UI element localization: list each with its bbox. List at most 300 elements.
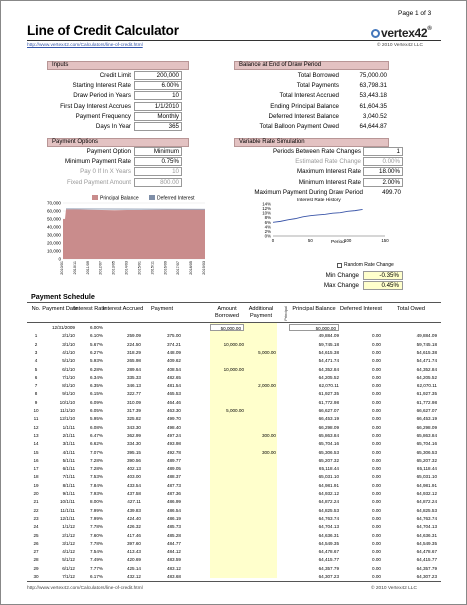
schedule-cell: 66,453.19 xyxy=(416,416,437,422)
schedule-cell: 5/1/11 xyxy=(62,457,75,463)
schedule-cell: 7.93% xyxy=(89,491,103,496)
schedule-cell: 7.07% xyxy=(89,449,103,455)
schedule-cell[interactable]: 5,000.00 xyxy=(226,408,244,413)
schedule-cell: 5/1/12 xyxy=(62,557,75,563)
schedule-cell: 66,453.19 xyxy=(318,416,339,422)
schedule-cell: 343.30 xyxy=(126,424,141,430)
schedule-column-header: Total Owed xyxy=(397,306,425,312)
schedule-cell[interactable]: 10,000.00 xyxy=(223,366,244,372)
schedule-cell: 4/1/11 xyxy=(62,449,75,455)
schedule-cell: 49,884.09 xyxy=(318,333,339,339)
schedule-cell[interactable]: 300.00 xyxy=(261,432,276,438)
schedule-cell: 6/1/12 xyxy=(62,565,75,571)
page-title: Line of Credit Calculator xyxy=(27,23,179,38)
input-field[interactable]: Monthly xyxy=(134,112,182,121)
schedule-cell: 65,207.32 xyxy=(416,457,437,463)
schedule-cell: 318.29 xyxy=(126,349,141,355)
schedule-cell: 65,118.44 xyxy=(318,466,339,472)
input-label: Payment Frequency xyxy=(75,112,131,120)
legend-deferred-label: Deferred Interest xyxy=(157,195,195,202)
schedule-cell: 7 xyxy=(34,383,38,389)
schedule-cell: 6.17% xyxy=(89,574,103,579)
schedule-column-header: Deferred Interest xyxy=(340,306,382,312)
schedule-cell: 483.12 xyxy=(166,565,181,571)
schedule-cell: 488.37 xyxy=(166,474,181,480)
rate-chart-y-axis xyxy=(262,202,385,239)
schedule-cell: 2/1/11 xyxy=(62,432,75,438)
schedule-cell: 486.54 xyxy=(166,507,181,513)
schedule-cell: 28 xyxy=(33,557,39,563)
schedule-cell: 0.00 xyxy=(372,557,381,563)
input-label: First Day Interest Accrues xyxy=(60,102,131,110)
rate-y-tick: 6% xyxy=(264,219,271,225)
schedule-cell[interactable]: 50,000.00 xyxy=(210,324,244,331)
schedule-column-header: Interest Accrued xyxy=(102,306,144,312)
schedule-cell: 7.99% xyxy=(89,507,103,513)
max-change-input[interactable]: 0.45% xyxy=(363,281,403,290)
schedule-cell: 64,478.67 xyxy=(416,549,437,555)
schedule-cell: 487.73 xyxy=(166,482,181,488)
schedule-cell: 7/1/12 xyxy=(62,574,75,579)
schedule-cell: 408.54 xyxy=(166,366,181,372)
schedule-cell: 0.00 xyxy=(372,466,381,472)
schedule-cell: 390.56 xyxy=(126,457,141,463)
schedule-cell: 0.00 xyxy=(372,391,381,397)
balance-x-tick: 2019/03 xyxy=(202,261,206,275)
schedule-cell: 61,772.98 xyxy=(318,399,339,405)
schedule-cell: 426.32 xyxy=(126,524,141,530)
balance-chart-plot xyxy=(63,209,205,259)
schedule-cell: 65,031.10 xyxy=(416,474,437,480)
schedule-cell: 22 xyxy=(33,507,39,513)
variable-rate-label: Maximum Payment During Draw Period xyxy=(254,188,363,196)
payment-option-label: Fixed Payment Amount xyxy=(67,178,131,186)
schedule-cell: 4/1/10 xyxy=(62,349,75,355)
schedule-cell: 23 xyxy=(33,515,39,521)
schedule-cell: 66,627.07 xyxy=(318,408,339,413)
schedule-cell: 433.54 xyxy=(126,482,141,488)
schedule-cell: 61,927.35 xyxy=(416,391,437,397)
schedule-cell: 403.00 xyxy=(126,474,141,480)
page-number: Page 1 of 3 xyxy=(398,10,432,17)
balance-value: 75,000.00 xyxy=(359,72,387,79)
variable-rate-field[interactable]: 1 xyxy=(363,147,403,156)
schedule-cell: 6.05% xyxy=(89,408,103,413)
rate-y-tick: 14% xyxy=(262,201,271,207)
schedule-cell: 10/1/10 xyxy=(59,399,75,405)
schedule-cell: 5.67% xyxy=(89,341,103,347)
schedule-cell: 12/31/2009 xyxy=(52,325,75,330)
schedule-column-header: Amount Borrowed xyxy=(215,306,239,319)
schedule-cell: 224.50 xyxy=(126,341,141,347)
schedule-cell: 64,932.12 xyxy=(318,491,339,496)
schedule-cell: 64,763.74 xyxy=(416,515,437,521)
schedule-cell[interactable]: 5,000.00 xyxy=(258,349,276,355)
schedule-cell: 497.24 xyxy=(166,432,181,438)
schedule-cell: 64,872.24 xyxy=(318,499,339,505)
vertex42-logo xyxy=(371,26,431,40)
rate-chart-plot xyxy=(273,209,363,222)
schedule-cell: 64,872.24 xyxy=(416,499,437,505)
schedule-cell: 310.09 xyxy=(126,399,141,405)
payment-option-field[interactable]: Minimum xyxy=(134,147,182,156)
schedule-top-rule xyxy=(27,302,441,303)
schedule-title: Payment Schedule xyxy=(31,292,95,301)
balance-value: 63,798.31 xyxy=(359,82,387,90)
variable-rate-label: Estimated Rate Change xyxy=(295,158,361,166)
balance-x-tick: 2014/03 xyxy=(124,261,129,275)
schedule-cell: 489.05 xyxy=(166,466,181,472)
schedule-cell: 3 xyxy=(34,349,38,355)
balance-label: Total Borrowed xyxy=(297,72,339,79)
balance-x-tick: 2016/09 xyxy=(163,261,168,275)
schedule-column-header: Additional Payment xyxy=(248,306,274,319)
schedule-cell: 0.00 xyxy=(372,333,381,339)
schedule-header-rule xyxy=(27,322,441,323)
rate-y-tick: 10% xyxy=(262,210,271,216)
schedule-cell: 317.39 xyxy=(126,408,141,413)
balance-y-tick: 60,000 xyxy=(46,208,61,214)
schedule-cell: 64,357.79 xyxy=(318,565,339,571)
schedule-cell: 486.19 xyxy=(166,515,181,521)
payment-option-field[interactable]: 800.00 xyxy=(134,178,182,187)
schedule-cell: 492.78 xyxy=(166,449,181,455)
schedule-cell: 64,352.84 xyxy=(318,366,339,372)
schedule-cell: 8 xyxy=(34,391,38,397)
schedule-cell: 66,298.09 xyxy=(416,424,437,430)
schedule-column-header: Payment xyxy=(150,306,174,312)
schedule-cell: 6.15% xyxy=(89,391,103,397)
schedule-cell: 30 xyxy=(33,574,39,579)
random-rate-label: Random Rate Change xyxy=(344,262,394,268)
schedule-cell: 64,763.74 xyxy=(318,515,339,521)
schedule-cell: 6/1/10 xyxy=(62,366,75,372)
random-rate-checkbox[interactable] xyxy=(337,263,342,268)
schedule-cell: 420.69 xyxy=(126,557,141,563)
schedule-cell: 64,478.67 xyxy=(318,549,339,555)
schedule-cell: 5 xyxy=(34,366,38,372)
schedule-cell: 54,471.74 xyxy=(416,358,437,364)
variable-rate-field[interactable]: 0.00% xyxy=(363,157,403,166)
schedule-cell: 65,118.44 xyxy=(416,466,437,472)
schedule-cell: 11/1/11 xyxy=(60,507,75,513)
input-field[interactable]: 1/1/2010 xyxy=(134,102,182,111)
schedule-cell: 19 xyxy=(33,482,39,488)
schedule-cell: 402.13 xyxy=(126,466,141,472)
schedule-cell: 0.00 xyxy=(372,532,381,538)
schedule-cell: 4/1/12 xyxy=(62,549,75,555)
schedule-cell: 29 xyxy=(33,565,39,571)
schedule-cell: 485.28 xyxy=(166,532,181,538)
schedule-cell: 432.12 xyxy=(126,574,141,579)
schedule-cell: 6.09% xyxy=(89,399,103,405)
header-copyright: © 2010 Vertex42 LLC xyxy=(377,43,423,48)
schedule-cell: 9/1/10 xyxy=(62,391,75,397)
header-url-link[interactable]: http://www.vertex42.com/Calculators/line-of-credit.html xyxy=(27,43,143,48)
balance-label: Ending Principal Balance xyxy=(270,102,339,110)
payment-option-field[interactable]: 0.75% xyxy=(134,157,182,166)
schedule-cell: 397.60 xyxy=(126,540,141,546)
balance-x-tick: 2010/11 xyxy=(72,261,77,275)
schedule-cell: 64,636.31 xyxy=(318,532,339,538)
schedule-cell: 7.28% xyxy=(89,457,103,463)
schedule-cell: 463.30 xyxy=(166,408,181,413)
legend-principal-label: Principal Balance xyxy=(100,195,139,202)
balance-y-tick: 40,000 xyxy=(46,224,61,230)
schedule-cell: 64,981.91 xyxy=(318,482,339,488)
balance-y-tick: 0 xyxy=(58,256,61,262)
schedule-cell: 0.00 xyxy=(372,408,381,413)
variable-rate-field[interactable]: 18.00% xyxy=(363,167,403,176)
balance-y-tick: 10,000 xyxy=(46,248,61,254)
schedule-cell: 0.00 xyxy=(372,441,381,447)
schedule-cell: 64,357.79 xyxy=(416,565,437,571)
payment-option-label: Payment Option xyxy=(86,148,131,155)
schedule-cell: 54,615.38 xyxy=(416,349,437,355)
schedule-cell: 1/1/12 xyxy=(62,524,75,530)
schedule-cell: 6.27% xyxy=(89,349,103,355)
schedule-cell: 64,205.52 xyxy=(416,374,437,380)
schedule-cell: 7/1/10 xyxy=(62,374,75,380)
schedule-cell: 64,549.35 xyxy=(416,540,437,546)
schedule-cell: 498.40 xyxy=(166,424,181,430)
schedule-cell: 65,207.32 xyxy=(318,457,339,463)
schedule-column-header: Interest Rate xyxy=(73,306,107,312)
schedule-cell: 65,863.84 xyxy=(318,432,339,438)
schedule-cell: 65,031.10 xyxy=(318,474,339,480)
schedule-cell: 6.28% xyxy=(89,366,103,372)
schedule-cell: 0.00 xyxy=(372,507,381,513)
schedule-cell: 499.70 xyxy=(166,416,181,422)
schedule-cell: 484.77 xyxy=(166,540,181,546)
rate-chart-xlabel: Period xyxy=(331,240,345,245)
max-change-label: Max Change xyxy=(323,282,359,289)
schedule-cell: 6/1/11 xyxy=(62,466,75,472)
schedule-cell: 65,863.84 xyxy=(416,432,437,438)
schedule-cell: 18 xyxy=(33,474,39,480)
schedule-cell: 5/1/10 xyxy=(62,358,75,364)
schedule-cell: 64,981.91 xyxy=(416,482,437,488)
schedule-cell[interactable]: 300.00 xyxy=(261,449,276,455)
balance-x-tick: 2015/01 xyxy=(137,261,142,275)
payment-option-label: Minimum Payment Rate xyxy=(64,158,131,166)
schedule-cell: 0.00 xyxy=(372,358,381,364)
schedule-cell: 7.78% xyxy=(89,524,103,530)
input-label: Credit Limit xyxy=(99,72,131,79)
payment-options-header: Payment Options xyxy=(47,138,189,147)
balance-x-tick: 2012/07 xyxy=(98,261,103,275)
schedule-cell: 489.77 xyxy=(166,457,181,463)
balance-section-header: Balance at End of Draw Period xyxy=(234,61,389,70)
schedule-cell: 65,704.16 xyxy=(416,441,437,447)
schedule-cell: 464.46 xyxy=(166,399,181,405)
schedule-cell: 24 xyxy=(33,524,39,530)
balance-y-tick: 50,000 xyxy=(46,216,61,222)
schedule-cell: 2/1/12 xyxy=(62,532,75,538)
schedule-cell: 54,471.74 xyxy=(318,358,339,364)
schedule-cell: 427.11 xyxy=(127,499,141,505)
schedule-cell: 49,884.09 xyxy=(416,333,437,339)
schedule-cell: 64,307.23 xyxy=(318,574,339,579)
schedule-cell: 481.54 xyxy=(166,383,181,389)
schedule-cell: 66,627.07 xyxy=(416,408,437,413)
schedule-cell: 21 xyxy=(33,499,39,505)
legend-principal-swatch xyxy=(92,195,98,200)
schedule-cell: 6.35% xyxy=(89,383,103,389)
schedule-cell: 362.99 xyxy=(126,432,141,438)
rate-y-tick: 12% xyxy=(262,206,271,212)
balance-label: Total Balloon Payment Owed xyxy=(259,123,339,130)
schedule-cell[interactable]: 10,000.00 xyxy=(223,341,244,347)
schedule-cell: 8/1/10 xyxy=(62,383,75,389)
balance-y-tick: 20,000 xyxy=(46,240,61,246)
input-field[interactable]: 365 xyxy=(134,122,182,131)
schedule-cell: 7/1/11 xyxy=(62,474,75,480)
schedule-cell: 3/1/12 xyxy=(62,540,75,546)
schedule-cell: 483.68 xyxy=(166,574,181,579)
balance-label: Total Payments xyxy=(296,82,339,90)
schedule-cell: 483.59 xyxy=(166,557,181,563)
schedule-cell: 5.95% xyxy=(89,416,103,422)
schedule-cell: 0.00 xyxy=(372,432,381,438)
schedule-cell: 2 xyxy=(34,341,38,347)
variable-rate-field[interactable]: 2.00% xyxy=(363,178,403,187)
rate-y-tick: 0% xyxy=(264,233,271,239)
schedule-cell: 7.78% xyxy=(89,540,103,546)
schedule-cell: 6.34% xyxy=(89,374,103,380)
schedule-cell: 0.00 xyxy=(372,491,381,496)
schedule-cell: 2/1/10 xyxy=(62,333,75,339)
balance-x-tick: 2018/05 xyxy=(189,261,194,275)
schedule-cell: 465.53 xyxy=(166,391,181,397)
payment-option-label: Pay 0 If In X Years xyxy=(80,168,131,176)
schedule-cell: 7.99% xyxy=(89,515,103,521)
schedule-cell: 3/1/11 xyxy=(62,441,75,447)
logo-text: vertex42 xyxy=(381,26,428,40)
schedule-cell: 0.00 xyxy=(372,366,381,372)
schedule-cell: 0.00 xyxy=(372,540,381,546)
balance-value: 64,644.87 xyxy=(359,123,387,130)
schedule-cell: 16 xyxy=(33,457,39,463)
schedule-cell: 0.00 xyxy=(372,515,381,521)
interest-rate-chart xyxy=(259,194,389,262)
rate-y-tick: 2% xyxy=(264,228,271,234)
schedule-cell: 12 xyxy=(33,424,39,430)
schedule-cell: 335.33 xyxy=(126,374,141,380)
schedule-cell: 12/1/11 xyxy=(60,515,75,521)
schedule-cell: 409.62 xyxy=(166,358,181,364)
schedule-cell: 322.77 xyxy=(126,391,141,397)
payment-option-field[interactable]: 10 xyxy=(134,167,182,176)
schedule-cell: 9/1/11 xyxy=(62,491,75,496)
schedule-cell: 413.43 xyxy=(126,549,141,555)
schedule-cell: 6 xyxy=(34,374,38,380)
schedule-column-header: Principal Balance xyxy=(292,306,336,312)
schedule-cell: 65,306.53 xyxy=(318,449,339,455)
schedule-cell: 448.09 xyxy=(166,349,181,355)
rate-y-tick: 8% xyxy=(264,215,271,221)
input-field[interactable]: 10 xyxy=(134,91,182,100)
schedule-cell: 0.00 xyxy=(372,474,381,480)
schedule-cell: 64,704.13 xyxy=(416,524,437,530)
schedule-cell[interactable]: 2,000.00 xyxy=(258,383,276,389)
balance-y-tick: 30,000 xyxy=(46,232,61,238)
balance-y-tick: 70,000 xyxy=(46,200,61,206)
schedule-cell: 62,070.11 xyxy=(416,383,437,389)
rate-y-tick: 4% xyxy=(264,224,271,230)
input-label: Starting Interest Rate xyxy=(72,82,131,90)
schedule-cell: 334.30 xyxy=(126,441,141,447)
schedule-cell: 0.00 xyxy=(372,341,381,347)
schedule-cell: 64,825.53 xyxy=(318,507,339,513)
input-field[interactable]: 200,000 xyxy=(134,71,182,80)
legend-deferred-swatch xyxy=(149,195,155,200)
schedule-cell: 0.00 xyxy=(372,424,381,430)
balance-x-tick: 2013/05 xyxy=(111,261,116,275)
schedule-cell: 7.49% xyxy=(89,557,103,563)
schedule-cell: 374.21 xyxy=(166,341,181,347)
schedule-cell: 0.00 xyxy=(372,383,381,389)
schedule-cell: 7.54% xyxy=(89,549,103,555)
footer-rule xyxy=(27,581,441,582)
variable-rate-label: Periods Between Rate Changes xyxy=(272,148,361,155)
schedule-cell: 64,636.31 xyxy=(416,532,437,538)
schedule-cell: 3/1/10 xyxy=(62,341,75,347)
schedule-cell: 59,745.18 xyxy=(416,341,437,347)
schedule-cell: 0.00 xyxy=(372,524,381,530)
schedule-cell: 10 xyxy=(33,408,39,413)
schedule-cell: 61,927.35 xyxy=(318,391,339,397)
footer-url-link[interactable]: http://www.vertex42.com/Calculators/line-of-credit.html xyxy=(27,586,143,591)
schedule-cell: 20 xyxy=(33,491,39,496)
schedule-cell: 425.14 xyxy=(126,565,141,571)
rate-history-line xyxy=(273,209,363,222)
variable-rate-label: Minimum Interest Rate xyxy=(298,178,361,186)
schedule-cell: 424.40 xyxy=(126,515,141,521)
schedule-cell: 485.73 xyxy=(166,524,181,530)
schedule-cell: 325.82 xyxy=(126,416,141,422)
balance-x-tick: 2010/01 xyxy=(60,261,64,275)
schedule-cell: 487.36 xyxy=(166,491,181,496)
rate-chart-title: Interest Rate History xyxy=(297,198,341,203)
schedule-cell: 439.83 xyxy=(126,507,141,513)
schedule-cell: 265.98 xyxy=(126,358,141,364)
schedule-cell: 289.64 xyxy=(126,366,141,372)
schedule-cell: 14 xyxy=(33,441,39,447)
min-change-input[interactable]: -0.35% xyxy=(363,271,403,280)
schedule-cell: 375.00 xyxy=(166,333,181,339)
schedule-cell: 0.00 xyxy=(372,374,381,380)
schedule-cell: 0.00 xyxy=(372,499,381,505)
schedule-cell: 7.28% xyxy=(89,466,103,472)
variable-rate-header: Variable Rate Simulation xyxy=(234,138,389,147)
schedule-cell: 65,306.53 xyxy=(416,449,437,455)
schedule-cell: 64,415.77 xyxy=(416,557,437,563)
input-label: Draw Period in Years xyxy=(73,92,131,100)
schedule-cell: 0.00 xyxy=(372,399,381,405)
schedule-cell: 5.93% xyxy=(89,358,103,364)
schedule-cell: 395.15 xyxy=(126,449,141,455)
schedule-cell: 0.00 xyxy=(372,457,381,463)
schedule-cell: 417.46 xyxy=(126,532,141,538)
schedule-cell: 0.00 xyxy=(372,549,381,555)
schedule-cell: 0.00 xyxy=(372,482,381,488)
schedule-cell: 25 xyxy=(33,532,39,538)
rate-x-tick: 0 xyxy=(271,238,275,243)
schedule-cell: 4 xyxy=(34,358,38,364)
input-field[interactable]: 6.00% xyxy=(134,81,182,90)
variable-rate-value: 499.70 xyxy=(382,188,401,196)
